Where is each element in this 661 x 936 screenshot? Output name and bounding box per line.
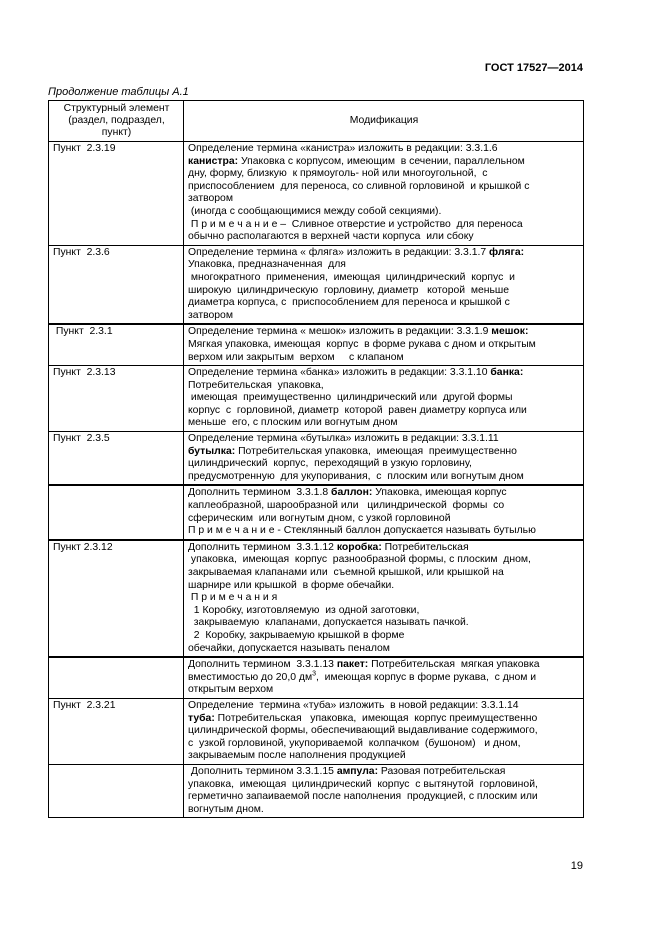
defined-term: коробка: (336, 541, 382, 553)
table-continuation-label: Продолжение таблицы А.1 (48, 86, 189, 98)
modification-line: сферическим или вогнутым дном, с узкой горловиной (188, 512, 451, 524)
modification-line: Определение термина «бутылка» изложить в редакции: 3.3.1.11 (188, 433, 499, 445)
modification-line: 2 Коробку, закрываемую крышкой в форме (188, 629, 405, 641)
table-row (49, 657, 584, 698)
structural-element-cell: Пункт 2.3.19 (49, 142, 184, 246)
modification-line: Определение термина « фляга» изложить в редакции: 3.3.1.7 фляга: (188, 246, 525, 258)
defined-term: канистра: (188, 155, 239, 167)
defined-term: банка: (490, 367, 524, 379)
modification-line: предусмотренную для укупоривания, с плоским или вогнутым дном (188, 470, 524, 482)
modification-cell (184, 324, 584, 365)
modification-cell (184, 142, 584, 246)
modification-line: Дополнить термином 3.3.1.13 пакет: Потребительская мягкая упаковка (188, 659, 540, 671)
modification-line: обечайки, допускается называть пеналом (188, 642, 390, 654)
modification-line: туба: Потребительская упаковка, имеющая корпус преимущественно (188, 712, 538, 724)
modification-line: Дополнить термином 3.3.1.15 ампула: Разовая потребительская (188, 765, 506, 777)
modification-table (48, 100, 584, 818)
col-header-line: пункт) (101, 127, 132, 138)
modification-line: шарнире или крышкой в форме обечайки. (188, 579, 395, 591)
modification-line: (иногда с сообщающимися между собой секциями). (188, 205, 442, 217)
col-header-line: (раздел, подраздел, (68, 115, 165, 126)
modification-line: П р и м е ч а н и е - Стеклянный баллон допускается называть бутылью (188, 525, 536, 537)
defined-term: баллон: (331, 487, 373, 499)
structural-element-cell: Пункт 2.3.5 (49, 432, 184, 486)
table-row (49, 366, 584, 432)
defined-term: ампула: (336, 765, 379, 777)
modification-line: Потребительская упаковка, (188, 379, 324, 391)
structural-element-cell: Пункт 2.3.12 (49, 540, 184, 657)
structural-element-cell: Пункт 2.3.6 (49, 245, 184, 324)
modification-line: Дополнить термином 3.3.1.12 коробка: Потребительская (188, 541, 469, 553)
modification-line: многократного применения, имеющая цилиндрический корпус и (188, 271, 515, 283)
modification-line: имеющая преимущественно цилиндрический или другой формы (188, 392, 513, 404)
table-row (49, 324, 584, 365)
modification-line: диаметра корпуса, с приспособлением для переноса и крышкой с (188, 297, 510, 309)
modification-line: приспособлением для переноса, со сливной горловиной и крышкой с (188, 180, 530, 192)
table-row (49, 432, 584, 486)
modification-line: вместимостью до 20,0 $дм^3$, имеющая корпус в форме рукава, с дном и (188, 670, 537, 683)
modification-line: Определение термина «канистра» изложить в редакции: 3.3.1.6 (188, 143, 498, 154)
defined-term: пакет: (336, 659, 369, 671)
col-header-modification: Модификация (184, 101, 584, 142)
modification-line: закрываемую клапанами, допускается называть пачкой. (188, 617, 469, 629)
page-number: 19 (570, 860, 583, 872)
modification-line: П р и м е ч а н и я (188, 592, 278, 604)
modification-line: герметично запаиваемой после наполнения продукцией, с плоским или (188, 791, 538, 803)
modification-line: затвором (188, 193, 233, 205)
modification-cell (184, 540, 584, 657)
defined-term: мешок: (491, 326, 529, 338)
defined-term: туба: (188, 712, 215, 724)
modification-line: корпус с горловиной, диаметр которой равен диаметру корпуса или (188, 404, 527, 416)
table-row (49, 142, 584, 246)
structural-element-cell (49, 657, 184, 698)
document-code: ГОСТ 17527—2014 (484, 62, 583, 74)
modification-cell (184, 698, 584, 764)
defined-term: бутылка: (188, 445, 236, 457)
modification-cell (184, 366, 584, 432)
superscript: 3 (312, 670, 317, 678)
modification-line: Определение термина «туба» изложить в новой редакции: 3.3.1.14 (188, 699, 519, 711)
modification-line: упаковка, имеющая цилиндрический корпус с вытянутой горловиной, (188, 778, 538, 790)
modification-line: с узкой горловиной, укупориваемой колпачком (бушоном) и дном, (188, 737, 521, 749)
modification-line: Определение термина « мешок» изложить в редакции: 3.3.1.9 мешок: (188, 326, 529, 338)
modification-line: закрываемым после наполнения продукцией (188, 750, 406, 762)
structural-element-cell (49, 485, 184, 539)
modification-line: закрываемая клапанами или съемной крышкой, или крышкой на (188, 567, 504, 578)
modification-line: бутылка: Потребительская упаковка, имеющая преимущественно (188, 445, 517, 457)
modification-line: 1 Коробку, изготовляемую из одной заготовки, (188, 604, 420, 616)
modification-line: обычно располагаются в верхней части корпуса или сбоку (188, 231, 474, 243)
modification-cell (184, 432, 584, 486)
modification-line: дну, форму, близкую к прямоуголь- ной или многоугольной, с (188, 168, 488, 180)
modification-cell (184, 764, 584, 817)
modification-line: канистра: Упаковка с корпусом, имеющим в сечении, параллельном (188, 155, 525, 167)
modification-line: цилиндрической формы, обеспечивающий выдавливание содержимого, (188, 725, 538, 737)
table-row (49, 245, 584, 324)
structural-element-cell (49, 764, 184, 817)
modification-line: Дополнить термином 3.3.1.8 баллон: Упаковка, имеющая корпус (188, 487, 507, 499)
modification-line: верхом или закрытым верхом с клапаном (188, 351, 404, 363)
structural-element-cell: Пункт 2.3.13 (49, 366, 184, 432)
modification-line: Мягкая упаковка, имеющая корпус в форме рукава с дном и открытым (188, 338, 536, 350)
modification-cell (184, 657, 584, 698)
structural-element-cell: Пункт 2.3.21 (49, 698, 184, 764)
modification-line: затвором (188, 309, 233, 321)
table-row (49, 764, 584, 817)
col-header-structural-element (49, 101, 184, 142)
defined-term: фляга: (489, 246, 525, 258)
table-row (49, 540, 584, 657)
modification-line: меньше его, с плоским или вогнутым дном (188, 417, 398, 429)
modification-line: П р и м е ч а н и е – Сливное отверстие и устройство для переноса (188, 218, 523, 230)
table-row (49, 485, 584, 539)
modification-cell (184, 485, 584, 539)
modification-line: широкую цилиндрическую горловину, диаметр которой меньше (188, 284, 510, 296)
table-header-row (49, 101, 584, 142)
modification-line: цилиндрический корпус, переходящий в узкую горловину, (188, 458, 472, 470)
modification-line: вогнутым дном. (188, 803, 264, 815)
modification-line: открытым верхом (188, 684, 274, 696)
modification-line: упаковка, имеющая корпус разнообразной формы, с плоским дном, (188, 554, 531, 566)
modification-cell (184, 245, 584, 324)
modification-line: Определение термина «банка» изложить в редакции: 3.3.1.10 банка: (188, 367, 524, 379)
modification-line: каплеобразной, шарообразной или цилиндрической формы со (188, 500, 505, 512)
structural-element-cell: Пункт 2.3.1 (49, 324, 184, 365)
modification-line: Упаковка, предназначенная для (188, 259, 346, 271)
col-header-line: Структурный элемент (63, 103, 170, 114)
table-row (49, 698, 584, 764)
